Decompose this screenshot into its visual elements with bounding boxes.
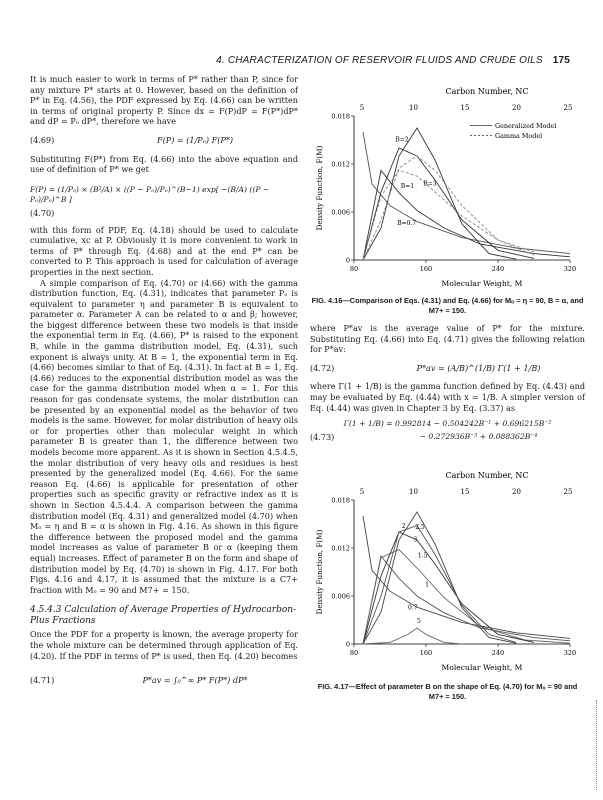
equation-body: Γ(1 + 1/B) = 0.992814 − 0.504242B⁻¹ + 0.696215B⁻²: [343, 419, 552, 429]
figure-4-17-caption: FIG. 4.17—Effect of parameter B on the shape of Eq. (4.70) for Mₒ = 90 and M7+ = 150.: [317, 682, 578, 701]
top-tick-label: 25: [563, 104, 573, 112]
series-line: [363, 516, 570, 638]
equation-body: P*av = ∫₀^∞ P* F(P*) dP*: [142, 675, 248, 686]
page-number: 175: [552, 55, 570, 66]
x-tick-label: 240: [491, 649, 505, 658]
curve-annotation: 1: [425, 581, 429, 589]
equation-number: (4.72): [310, 362, 335, 373]
equation-4-71: [30, 675, 298, 686]
curve-annotation: B=2: [395, 136, 409, 144]
paragraph: A simple comparison of Eq. (4.70) or (4.66) with the gamma distribution function, Eq. (4.31), indicates that parameter Pₒ is equivalent to parameter η and parameter B is equivalent to parameter α. Parameter A can be related to α and β; however, the biggest difference between these two models is that inside the exponential term in Eq. (4.66), P* is raised to the exponent B, while in the gamma distribution model, Eq. (4.31), such exponent is always unity. At B = 1, the exponential term in Eq. (4.66) becomes similar to that of Eq. (4.31). In fact at B = 1, Eq. (4.66) reduces to the exponential distribution model as was the case for the gamma distribution model when α = 1. For this reason for gas condensate systems, the molar distribution can be presented by an exponential model as the behavior of two models is the same. However, for molar distribution of heavy oils or for properties other than molecular weight in which parameter B is greater than 1, the difference between two models become more apparent. As it is shown in Section 4.5.4.5, the molar distribution of very heavy oils and residues is best presented by the generalized model (Eq. 4.66). For the same reason Eq. (4.66) is applicable for presentation of other properties such as specific gravity or refractive index as it is shown in Section 4.5.4.4. A comparison between the gamma distribution model (Eq. 4.31) and generalized model (4.70) when Mₒ = η and B = α is shown in Fig. 4.16. As shown in this figure the difference between the proposed model and the gamma model increases as value of parameter B or α (keeping them equal) increases. Effect of parameter B on the form and shape of distribution model by Eq. (4.70) is shown in Fig. 4.17. For both Figs. 4.16 and 4.17, it is assumed that the mixture is a C7+ fraction with Mₒ = 90 and M7+ = 150.: [30, 277, 298, 595]
edge-dots: [594, 700, 597, 790]
left-column: [30, 74, 298, 694]
series-line: [363, 526, 516, 644]
figure-4-17-chart: [310, 448, 585, 678]
equation-body: F(P) = (1/Pₒ) × (B²/A) × ((P − Pₒ)/Pₒ)^(B−1) exp[ −(B/A) ((P − Pₒ)/Pₒ)^B ]: [30, 184, 270, 205]
equation-number: (4.70): [30, 207, 55, 218]
y-tick-label: 0.018: [331, 112, 350, 121]
y-tick-label: 0.012: [331, 160, 350, 169]
section-heading: 4. CHARACTERIZATION OF RESERVOIR FLUIDS AND CRUDE OILS: [216, 55, 543, 66]
paragraph: where P*av is the average value of P* for the mixture. Substituting Eq. (4.66) into Eq. (4.71) gives the following relation for P*av:: [310, 323, 585, 355]
curve-annotation: B=3: [423, 180, 437, 188]
top-tick-label: 10: [409, 104, 418, 112]
equation-4-69: [30, 135, 298, 146]
top-tick-label: 5: [359, 104, 365, 112]
curve-annotation: 5: [417, 618, 421, 626]
curve-annotation: 2.5: [415, 524, 425, 532]
paragraph: with this form of PDF, Eq. (4.18) should be used to calculate cumulative, xc at P. Obviously it is more convenient to work in terms of P* through Eq. (4.68) and at the end P* can be converted to P. This approach is used for calculation of average properties in the next section.: [30, 224, 298, 277]
top-tick-label: 25: [563, 488, 573, 497]
paragraph: Once the PDF for a property is known, the average property for the whole mixture can be determined through application of Eq. (4.20). If the PDF in terms of P* is used, then Eq. (4.20) becomes: [30, 629, 298, 661]
x-tick-label: 240: [491, 265, 505, 273]
top-tick-label: 15: [460, 104, 470, 112]
equation-number: (4.71): [30, 675, 55, 686]
curve-annotation: B=0.7: [397, 219, 417, 227]
equation-4-70: [30, 185, 298, 206]
series-line: [363, 128, 516, 260]
chart-top-title: Carbon Number, NC: [445, 471, 529, 481]
y-tick-label: 0.006: [331, 592, 350, 601]
paragraph: Substituting F(P*) from Eq. (4.66) into the above equation and use of definition of P* we get: [30, 153, 298, 175]
x-tick-label: 80: [349, 649, 359, 658]
x-tick-label: 160: [419, 649, 433, 658]
equation-4-73: [310, 419, 585, 430]
right-column: [310, 74, 585, 701]
y-axis-label: Density Function, F(M): [315, 529, 324, 615]
paragraph: where Γ(1 + 1/B) is the gamma function defined by Eq. (4.43) and may be evaluated by Eq. (4.44) with x = 1/B. A simpler version of Eq. (4.44) was given in Chapter 3 by Eq. (3.37) as: [310, 381, 585, 413]
y-tick-label: 0.006: [331, 208, 350, 217]
top-tick-label: 20: [512, 488, 521, 497]
equation-4-73-line2: [310, 432, 585, 443]
x-tick-label: 320: [563, 649, 577, 658]
series-line: [363, 170, 570, 260]
series-line: [363, 132, 570, 254]
chart-top-title: Carbon Number, NC: [445, 87, 529, 96]
series-line: [363, 532, 534, 644]
series-line: [363, 156, 534, 260]
equation-number: (4.73): [310, 431, 335, 442]
curve-annotation: 3: [413, 536, 418, 544]
equation-body: F(P) = (1/Pₒ) F(P*): [156, 134, 234, 145]
x-axis-label: Molecular Weight, M: [441, 663, 523, 673]
series-line: [363, 556, 570, 644]
series-line: [363, 550, 570, 644]
y-axis-label: Density Function, F(M): [315, 145, 324, 231]
equation-number: (4.69): [30, 134, 55, 145]
x-axis-label: Molecular Weight, M: [441, 279, 523, 288]
equation-4-72: [310, 363, 585, 374]
equation-body: P*av = (A/B)^(1/B) Γ(1 + 1/B): [416, 362, 541, 373]
running-head: [0, 55, 570, 66]
paragraph: It is much easier to work in terms of P* rather than P, since for any mixture P* starts at 0. However, based on the definition of P* in Eq. (4.56), the PDF expressed by Eq. (4.66) can be written in terms of original property P. Since dx = F(P)dP = F(P*)dP* and dP = Pₒ dP*, therefore we have: [30, 74, 298, 127]
curve-annotation: 2: [401, 523, 406, 531]
curve-annotation: 1.5: [417, 552, 428, 560]
figure-4-16-chart: [310, 74, 585, 292]
curve-annotation: B=1: [400, 183, 415, 190]
section-title: 4.5.4.3 Calculation of Average Properties of Hydrocarbon-Plus Fractions: [30, 605, 297, 627]
equation-body: − 0.272936B⁻³ + 0.088362B⁻⁴: [419, 431, 538, 441]
legend-label: Gamma Model: [495, 132, 543, 140]
x-tick-label: 160: [419, 265, 433, 273]
legend-label: Generalized Model: [495, 122, 557, 130]
curve-annotation: 0.7: [408, 604, 418, 612]
top-tick-label: 10: [409, 488, 418, 497]
y-tick-label: 0.012: [331, 544, 350, 553]
y-tick-label: 0: [345, 256, 350, 265]
x-tick-label: 80: [349, 265, 359, 273]
top-tick-label: 15: [460, 488, 470, 497]
top-tick-label: 20: [512, 104, 521, 112]
y-tick-label: 0.018: [331, 496, 350, 505]
series-line: [363, 628, 462, 644]
x-tick-label: 320: [563, 265, 577, 273]
figure-4-16-caption: FIG. 4.16—Comparison of Eqs. (4.31) and Eq. (4.66) for Mₒ = η = 90, B = α, and M7+ = 150.: [311, 296, 584, 315]
top-tick-label: 5: [359, 488, 365, 497]
y-tick-label: 0: [345, 640, 350, 649]
